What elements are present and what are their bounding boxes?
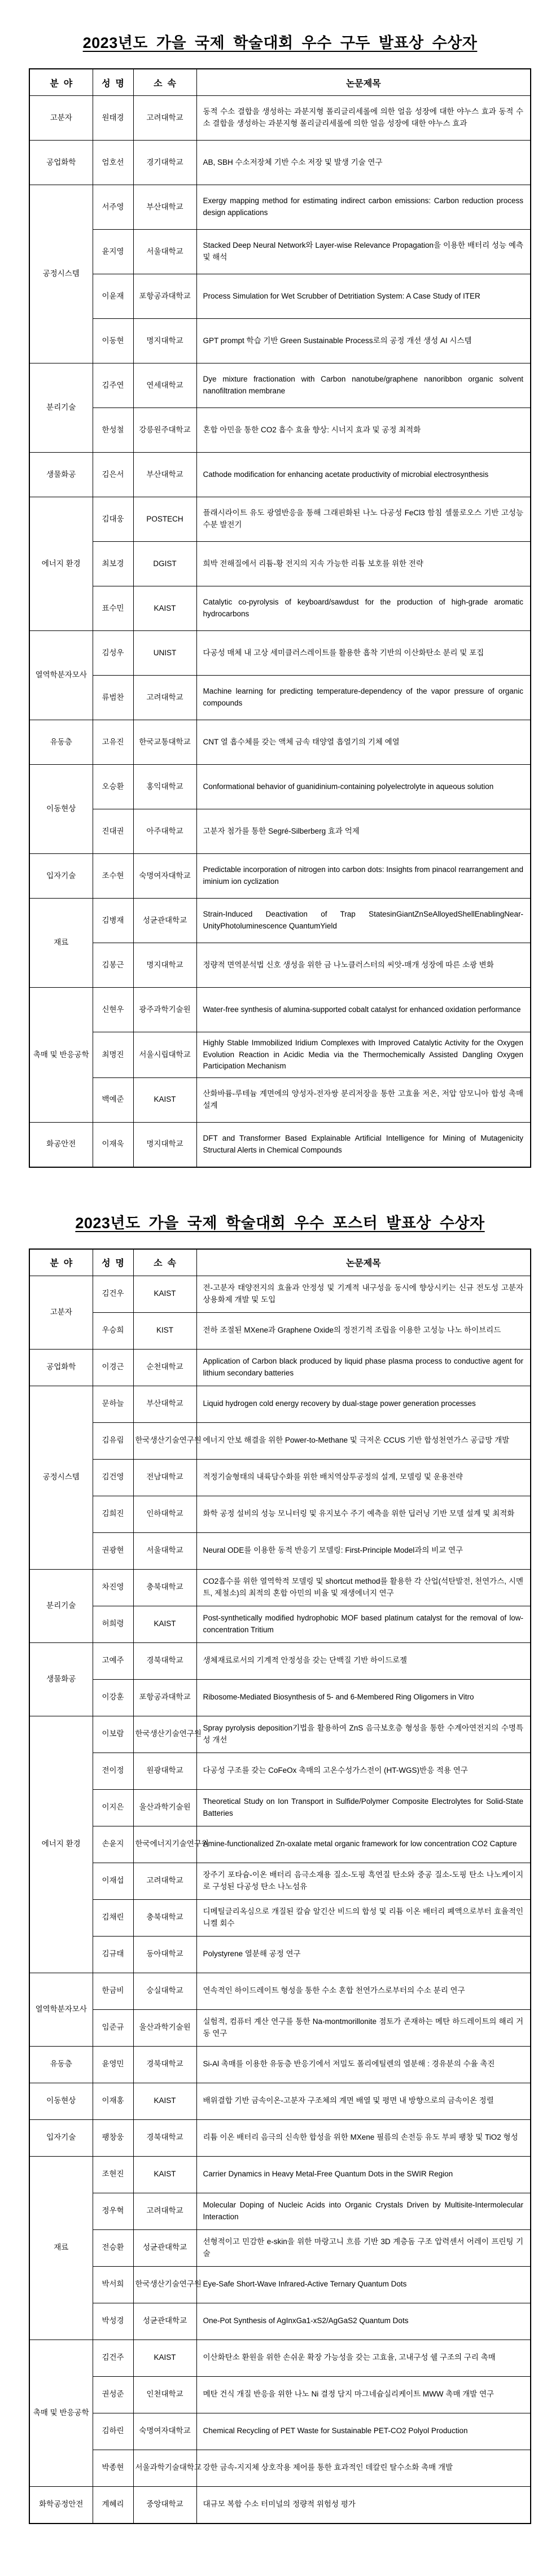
winner-name-cell: 이동현 (93, 319, 133, 363)
table-row (29, 274, 531, 319)
affiliation-cell: 숭실대학교 (133, 1973, 196, 2009)
winner-name-cell: 엄호선 (93, 141, 133, 185)
paper-title-cell: 장주기 포타슘-이온 배터리 음극소재용 질소-도핑 흑연질 탄소와 중공 질소-도핑 탄소 나노케이지로 구성된 다공성 탄소 나노섬유 (196, 1863, 531, 1899)
affiliation-cell: KAIST (133, 2156, 196, 2193)
paper-title-cell: Application of Carbon black produced by liquid phase plasma process to conductive agent for lithium secondary batteries (196, 1349, 531, 1386)
field-cell: 고분자 (29, 96, 93, 141)
winner-name-cell: 이재홍 (93, 2083, 133, 2119)
paper-title-cell: 희박 전해질에서 리튬-황 전지의 지속 가능한 리튬 보호를 위한 전략 (196, 542, 531, 586)
paper-title-cell: 적정기술형태의 내륙담수화를 위한 배치역삼투공정의 설계, 모델링 및 운용전략 (196, 1459, 531, 1496)
paper-title-cell: 플래시라이트 유도 광열반응을 통해 그래핀화된 나노 다공성 FeCl3 함침 셀룰로오스 기반 고성능 수분 발전기 (196, 497, 531, 542)
affiliation-cell: 서울시립대학교 (133, 1032, 196, 1078)
paper-title-cell: 화학 공정 설비의 성능 모니터링 및 유지보수 주기 예측을 위한 딥러닝 기반 모델 설계 및 최적화 (196, 1496, 531, 1532)
column-header-name: 성 명 (93, 69, 133, 96)
field-cell: 에너지 환경 (29, 1716, 93, 1973)
table-row (29, 631, 531, 676)
paper-title-cell: Post-synthetically modified hydrophobic MOF based platinum catalyst for the removal of low-concentration Tritium (196, 1606, 531, 1642)
table-row (29, 988, 531, 1032)
paper-title-cell: Stacked Deep Neural Network와 Layer-wise Relevance Propagation을 이용한 배터리 성능 예측 및 해석 (196, 230, 531, 274)
affiliation-cell: 한국에너지기술연구원 (133, 1826, 196, 1863)
field-cell: 열역학분자모사 (29, 1973, 93, 2046)
affiliation-cell: KAIST (133, 2083, 196, 2119)
table-row (29, 497, 531, 542)
affiliation-cell: KAIST (133, 1276, 196, 1312)
winner-name-cell: 박서희 (93, 2266, 133, 2303)
paper-title-cell: Conformational behavior of guanidinium-containing polyelectrolyte in aqueous solution (196, 765, 531, 809)
winner-name-cell: 김규태 (93, 1936, 133, 1973)
affiliation-cell: KAIST (133, 586, 196, 631)
header-row (29, 1249, 531, 1276)
winner-name-cell: 이경근 (93, 1349, 133, 1386)
table-row (29, 1642, 531, 1679)
winner-name-cell: 오승환 (93, 765, 133, 809)
affiliation-cell: 포항공과대학교 (133, 274, 196, 319)
affiliation-cell: 서울대학교 (133, 230, 196, 274)
affiliation-cell: 숙명여자대학교 (133, 854, 196, 899)
field-cell: 열역학분자모사 (29, 631, 93, 720)
table-row (29, 2083, 531, 2119)
affiliation-cell: 전남대학교 (133, 1459, 196, 1496)
winner-name-cell: 이재섭 (93, 1863, 133, 1899)
winner-name-cell: 서주영 (93, 185, 133, 230)
paper-title-cell: Neural ODE를 이용한 동적 반응기 모델링: First-Principle Model과의 비교 연구 (196, 1532, 531, 1569)
table-row (29, 2450, 531, 2486)
paper-title-cell: Carrier Dynamics in Heavy Metal-Free Quantum Dots in the SWIR Region (196, 2156, 531, 2193)
affiliation-cell: 고려대학교 (133, 96, 196, 141)
table-row (29, 899, 531, 943)
table-row (29, 1753, 531, 1789)
paper-title-cell: Spray pyrolysis deposition기법을 활용하여 ZnS 음극보호층 형성을 통한 수계아연전지의 수명특성 개선 (196, 1716, 531, 1753)
field-cell: 촉매 및 반응공학 (29, 988, 93, 1123)
paper-title-cell: 디메틸글리옥심으로 개질된 칼슘 알긴산 비드의 합성 및 리튬 이온 배터리 폐액으로부터 효율적인 니켈 회수 (196, 1899, 531, 1936)
affiliation-cell: 인천대학교 (133, 2376, 196, 2413)
affiliation-cell: 강릉원주대학교 (133, 408, 196, 453)
affiliation-cell: POSTECH (133, 497, 196, 542)
column-header-affiliation: 소 속 (133, 1249, 196, 1276)
affiliation-cell: 순천대학교 (133, 1349, 196, 1386)
winner-name-cell: 김희진 (93, 1496, 133, 1532)
field-cell: 촉매 및 반응공학 (29, 2340, 93, 2486)
paper-title-cell: Molecular Doping of Nucleic Acids into Organic Crystals Driven by Multisite-Intermolecular Interaction (196, 2193, 531, 2229)
paper-title-cell: DFT and Transformer Based Explainable Artificial Intelligence for Mining of Mutagenicity Structural Alerts in Chemical Compounds (196, 1122, 531, 1167)
paper-title-cell: Predictable incorporation of nitrogen into carbon dots: Insights from pinacol rearrangement and iminium ion cyclization (196, 854, 531, 899)
table-row (29, 765, 531, 809)
oral-award-section (0, 0, 560, 1168)
winner-name-cell: 전승환 (93, 2229, 133, 2266)
paper-title-cell: 배위결합 기반 금속이온-고분자 구조체의 계면 배열 및 평면 내 방향으로의 금속이온 정렬 (196, 2083, 531, 2119)
table-row (29, 2229, 531, 2266)
table-row (29, 319, 531, 363)
table-row (29, 1716, 531, 1753)
paper-title-cell: Strain-Induced Deactivation of Trap StatesinGiantZnSeAlloyedShellEnablingNear-UnityPhotoluminescence QuantumYield (196, 899, 531, 943)
table-row (29, 2340, 531, 2376)
affiliation-cell: 고려대학교 (133, 2193, 196, 2229)
paper-title-cell: 이산화탄소 환원을 위한 손쉬운 확장 가능성을 갖는 고효율, 고내구성 쉘 구조의 구리 촉매 (196, 2340, 531, 2376)
field-cell: 화학공정안전 (29, 2486, 93, 2524)
paper-title-cell: 메탄 건식 개질 반응을 위한 나노 Ni 결정 담지 마그네슘실리케이트 MWW 촉매 개발 연구 (196, 2376, 531, 2413)
paper-title-cell: CNT 열 흡수체를 갖는 액체 금속 태양열 흡열기의 기체 예열 (196, 720, 531, 765)
paper-title-cell: Polystyrene 열분해 공정 연구 (196, 1936, 531, 1973)
winner-name-cell: 문하늘 (93, 1386, 133, 1422)
paper-title-cell: 강한 금속-지지체 상호작용 제어를 통한 효과적인 데칼린 탈수소화 촉매 개발 (196, 2450, 531, 2486)
table-row (29, 2266, 531, 2303)
paper-title-cell: Catalytic co-pyrolysis of keyboard/sawdust for the production of high-grade aromatic hydrocarbons (196, 586, 531, 631)
affiliation-cell: 명지대학교 (133, 1122, 196, 1167)
table-row (29, 2119, 531, 2156)
paper-title-cell: GPT prompt 학습 기반 Green Sustainable Process로의 공정 개선 생성 AI 시스템 (196, 319, 531, 363)
affiliation-cell: 포항공과대학교 (133, 1679, 196, 1716)
table-row (29, 1032, 531, 1078)
winner-name-cell: 차진영 (93, 1569, 133, 1606)
table-row (29, 2303, 531, 2340)
affiliation-cell: 한국교통대학교 (133, 720, 196, 765)
column-header-field: 분 야 (29, 1249, 93, 1276)
table-row (29, 2156, 531, 2193)
affiliation-cell: KAIST (133, 2340, 196, 2376)
winner-name-cell: 권광현 (93, 1532, 133, 1569)
winner-name-cell: 김건주 (93, 2340, 133, 2376)
affiliation-cell: KAIST (133, 1606, 196, 1642)
table-row (29, 720, 531, 765)
column-header-affiliation: 소 속 (133, 69, 196, 96)
winner-name-cell: 김건우 (93, 1276, 133, 1312)
header-row (29, 69, 531, 96)
field-cell: 공정시스템 (29, 185, 93, 363)
winner-name-cell: 고예주 (93, 1642, 133, 1679)
affiliation-cell: 명지대학교 (133, 943, 196, 988)
affiliation-cell: 경북대학교 (133, 2119, 196, 2156)
winner-name-cell: 윤지영 (93, 230, 133, 274)
affiliation-cell: 성균관대학교 (133, 899, 196, 943)
paper-title-cell: 고분자 첨가를 통한 Segré-Silberberg 효과 억제 (196, 809, 531, 854)
winner-name-cell: 한성철 (93, 408, 133, 453)
table-row (29, 1386, 531, 1422)
affiliation-cell: 충북대학교 (133, 1899, 196, 1936)
winner-name-cell: 정우혁 (93, 2193, 133, 2229)
affiliation-cell: 성균관대학교 (133, 2303, 196, 2340)
field-cell: 에너지 환경 (29, 497, 93, 631)
field-cell: 분리기술 (29, 1569, 93, 1642)
paper-title-cell: 선형적이고 민감한 e-skin을 위한 마랑고니 흐름 기반 3D 계층돔 구조 압력센서 어레이 프린팅 기술 (196, 2229, 531, 2266)
paper-title-cell: 동적 수소 결합을 생성하는 과분지형 폴리글리세롤에 의한 얼음 성장에 대한 야누스 효과 동적 수소 결합을 생성하는 과분지형 폴리글리세롤에 의한 얼음 성장에 대한 야누스 효과 (196, 96, 531, 141)
table-row (29, 141, 531, 185)
table-row (29, 1606, 531, 1642)
table-row (29, 1936, 531, 1973)
affiliation-cell: 인하대학교 (133, 1496, 196, 1532)
field-cell: 입자기술 (29, 2119, 93, 2156)
affiliation-cell: KAIST (133, 1077, 196, 1122)
table-row (29, 1276, 531, 1312)
table-row (29, 943, 531, 988)
table-row (29, 1422, 531, 1459)
paper-title-cell: 생체재료로서의 기계적 안정성을 갖는 단백질 기반 하이드로젤 (196, 1642, 531, 1679)
winner-name-cell: 조수현 (93, 854, 133, 899)
table-row (29, 185, 531, 230)
field-cell: 공업화학 (29, 1349, 93, 1386)
winner-name-cell: 백예준 (93, 1077, 133, 1122)
winner-name-cell: 권성준 (93, 2376, 133, 2413)
affiliation-cell: 고려대학교 (133, 1863, 196, 1899)
winner-name-cell: 팽창웅 (93, 2119, 133, 2156)
affiliation-cell: 경북대학교 (133, 2046, 196, 2083)
affiliation-cell: 충북대학교 (133, 1569, 196, 1606)
affiliation-cell: 원광대학교 (133, 1753, 196, 1789)
table-row (29, 2193, 531, 2229)
field-cell: 유동층 (29, 720, 93, 765)
table-row (29, 96, 531, 141)
paper-title-cell: Chemical Recycling of PET Waste for Sustainable PET-CO2 Polyol Production (196, 2413, 531, 2450)
paper-title-cell: One-Pot Synthesis of AgInxGa1-xS2/AgGaS2 Quantum Dots (196, 2303, 531, 2340)
poster-award-table (29, 1248, 531, 2524)
table-row (29, 363, 531, 408)
paper-title-cell: 혼합 아민을 통한 CO2 흡수 효율 향상: 시너지 효과 및 공정 최적화 (196, 408, 531, 453)
paper-title-cell: 다공성 매체 내 고상 세미클러스레이트를 활용한 흡착 기반의 이산화탄소 분리 및 포집 (196, 631, 531, 676)
paper-title-cell: Exergy mapping method for estimating indirect carbon emissions: Carbon reduction process design applications (196, 185, 531, 230)
field-cell: 유동층 (29, 2046, 93, 2083)
field-cell: 고분자 (29, 1276, 93, 1349)
column-header-name: 성 명 (93, 1249, 133, 1276)
field-cell: 생물화공 (29, 453, 93, 497)
field-cell: 이동현상 (29, 2083, 93, 2119)
paper-title-cell: Process Simulation for Wet Scrubber of Detritiation System: A Case Study of ITER (196, 274, 531, 319)
paper-title-cell: Ribosome-Mediated Biosynthesis of 5- and 6-Membered Ring Oligomers in Vitro (196, 1679, 531, 1716)
table-row (29, 408, 531, 453)
table-row (29, 1122, 531, 1167)
paper-title-cell: 다공성 구조를 갖는 CoFeOx 촉매의 고온수성가스전이 (HT-WGS)반응 적용 연구 (196, 1753, 531, 1789)
affiliation-cell: 서울대학교 (133, 1532, 196, 1569)
table-row (29, 586, 531, 631)
winner-name-cell: 이보람 (93, 1716, 133, 1753)
winner-name-cell: 김병재 (93, 899, 133, 943)
paper-title-cell: 연속적인 하이드레이트 형성을 통한 수소 혼합 천연가스로부터의 수소 분리 연구 (196, 1973, 531, 2009)
table-row (29, 809, 531, 854)
winner-name-cell: 이강훈 (93, 1679, 133, 1716)
poster-award-section (0, 1168, 560, 2524)
paper-title-cell: Theoretical Study on Ion Transport in Sulfide/Polymer Composite Electrolytes for Solid-State Batteries (196, 1789, 531, 1826)
winner-name-cell: 이재욱 (93, 1122, 133, 1167)
winner-name-cell: 김은서 (93, 453, 133, 497)
paper-title-cell: CO2흡수를 위한 열역학적 모델링 및 shortcut method를 활용한 각 산업(석탄발전, 천연가스, 시멘트, 제철소)의 최적의 혼합 아민의 비율 및 재생에너지 연구 (196, 1569, 531, 1606)
paper-title-cell: Cathode modification for enhancing acetate productivity of microbial electrosynthesis (196, 453, 531, 497)
winner-name-cell: 김봉근 (93, 943, 133, 988)
winner-name-cell: 김주연 (93, 363, 133, 408)
table-row (29, 1077, 531, 1122)
affiliation-cell: 홍익대학교 (133, 765, 196, 809)
affiliation-cell: 경북대학교 (133, 1642, 196, 1679)
winner-name-cell: 진대권 (93, 809, 133, 854)
affiliation-cell: 성균관대학교 (133, 2229, 196, 2266)
table-row (29, 1679, 531, 1716)
field-cell: 생물화공 (29, 1642, 93, 1716)
column-header-paper-title: 논문제목 (196, 69, 531, 96)
table-row (29, 1899, 531, 1936)
table-row (29, 1496, 531, 1532)
field-cell: 재료 (29, 2156, 93, 2340)
table-row (29, 854, 531, 899)
affiliation-cell: 동아대학교 (133, 1936, 196, 1973)
table-row (29, 2376, 531, 2413)
winner-name-cell: 김유림 (93, 1422, 133, 1459)
paper-title-cell: 정량적 면역분석법 신호 생성을 위한 금 나노클러스터의 씨앗-매개 성장에 따른 소광 변화 (196, 943, 531, 988)
affiliation-cell: 울산과학기술원 (133, 1789, 196, 1826)
winner-name-cell: 김성우 (93, 631, 133, 676)
affiliation-cell: 숙명여자대학교 (133, 2413, 196, 2450)
affiliation-cell: 서울과학기술대학교 (133, 2450, 196, 2486)
winner-name-cell: 김채린 (93, 1899, 133, 1936)
table-row (29, 1569, 531, 1606)
affiliation-cell: 부산대학교 (133, 453, 196, 497)
winner-name-cell: 최보경 (93, 542, 133, 586)
affiliation-cell: 명지대학교 (133, 319, 196, 363)
column-header-field: 분 야 (29, 69, 93, 96)
field-cell: 공정시스템 (29, 1386, 93, 1569)
winner-name-cell: 우승희 (93, 1312, 133, 1349)
affiliation-cell: 울산과학기술원 (133, 2009, 196, 2046)
winner-name-cell: 계혜리 (93, 2486, 133, 2524)
table-row (29, 2009, 531, 2046)
field-cell: 분리기술 (29, 363, 93, 453)
column-header-paper-title: 논문제목 (196, 1249, 531, 1276)
table-row (29, 453, 531, 497)
affiliation-cell: 고려대학교 (133, 676, 196, 720)
affiliation-cell: 경기대학교 (133, 141, 196, 185)
paper-title-cell: Eye-Safe Short-Wave Infrared-Active Ternary Quantum Dots (196, 2266, 531, 2303)
table-row (29, 1532, 531, 1569)
affiliation-cell: 한국생산기술연구원 (133, 1422, 196, 1459)
field-cell: 공업화학 (29, 141, 93, 185)
paper-title-cell: 전하 조절된 MXene과 Graphene Oxide의 정전기적 조립을 이용한 고성능 나노 하이브리드 (196, 1312, 531, 1349)
bottom-whitespace (0, 2524, 560, 2576)
winner-name-cell: 김건영 (93, 1459, 133, 1496)
winner-name-cell: 박종현 (93, 2450, 133, 2486)
winner-name-cell: 조현진 (93, 2156, 133, 2193)
table-row (29, 2413, 531, 2450)
field-cell: 이동현상 (29, 765, 93, 854)
table-row (29, 1826, 531, 1863)
paper-title-cell: Water-free synthesis of alumina-supported cobalt catalyst for enhanced oxidation performance (196, 988, 531, 1032)
table-row (29, 542, 531, 586)
winner-name-cell: 전이정 (93, 1753, 133, 1789)
winner-name-cell: 최명진 (93, 1032, 133, 1078)
affiliation-cell: 광주과학기술원 (133, 988, 196, 1032)
table-row (29, 1863, 531, 1899)
winner-name-cell: 허희령 (93, 1606, 133, 1642)
table-row (29, 1973, 531, 2009)
paper-title-cell: Machine learning for predicting temperature-dependency of the vapor pressure of organic compounds (196, 676, 531, 720)
field-cell: 재료 (29, 899, 93, 988)
table-row (29, 2046, 531, 2083)
poster-award-title: 2023년도 가을 국제 학술대회 우수 포스터 발표상 수상자 (75, 1214, 485, 1232)
paper-title-cell: Liquid hydrogen cold energy recovery by dual-stage power generation processes (196, 1386, 531, 1422)
table-row (29, 1459, 531, 1496)
paper-title-cell: 리튬 이온 배터리 음극의 신속한 합성을 위한 MXene 필름의 손전등 유도 부피 팽창 및 TiO2 형성 (196, 2119, 531, 2156)
paper-title-cell: AB, SBH 수소저장체 기반 수소 저장 및 발생 기술 연구 (196, 141, 531, 185)
winner-name-cell: 한금비 (93, 1973, 133, 2009)
winner-name-cell: 김하린 (93, 2413, 133, 2450)
winner-name-cell: 박성경 (93, 2303, 133, 2340)
oral-award-table (29, 68, 531, 1168)
paper-title-cell: Highly Stable Immobilized Iridium Complexes with Improved Catalytic Activity for the Oxygen Evolution Reaction in Acidic Media via the Thermochemically Assisted Dangling Oxygen Participation Mechanism (196, 1032, 531, 1078)
paper-title-cell: 산화바륨-루테늄 계면에의 양성자-전자쌍 분리저장을 통한 고효율 저온, 저압 암모니아 합성 촉매 설계 (196, 1077, 531, 1122)
affiliation-cell: UNIST (133, 631, 196, 676)
affiliation-cell: 한국생산기술연구원 (133, 2266, 196, 2303)
affiliation-cell: 연세대학교 (133, 363, 196, 408)
winner-name-cell: 손윤지 (93, 1826, 133, 1863)
affiliation-cell: KIST (133, 1312, 196, 1349)
field-cell: 화공안전 (29, 1122, 93, 1167)
winner-name-cell: 이윤재 (93, 274, 133, 319)
winner-name-cell: 고유진 (93, 720, 133, 765)
table-row (29, 1349, 531, 1386)
field-cell: 입자기술 (29, 854, 93, 899)
affiliation-cell: 부산대학교 (133, 185, 196, 230)
table-row (29, 230, 531, 274)
affiliation-cell: 중앙대학교 (133, 2486, 196, 2524)
table-row (29, 1789, 531, 1826)
paper-title-cell: 에너지 안보 해결을 위한 Power-to-Methane 및 극저온 CCUS 기반 합성천연가스 공급망 개발 (196, 1422, 531, 1459)
oral-award-title: 2023년도 가을 국제 학술대회 우수 구두 발표상 수상자 (82, 34, 478, 51)
table-row (29, 1312, 531, 1349)
paper-title-cell: Dye mixture fractionation with Carbon nanotube/graphene nanoribbon organic solvent nanofiltration membrane (196, 363, 531, 408)
winner-name-cell: 윤영민 (93, 2046, 133, 2083)
winner-name-cell: 원태경 (93, 96, 133, 141)
paper-title-cell: 실험적, 컴퓨터 계산 연구를 통한 Na-montmorillonite 점토가 존재하는 메탄 하드레이트의 해리 거동 연구 (196, 2009, 531, 2046)
winner-name-cell: 류범찬 (93, 676, 133, 720)
affiliation-cell: DGIST (133, 542, 196, 586)
affiliation-cell: 부산대학교 (133, 1386, 196, 1422)
table-row (29, 676, 531, 720)
table-row (29, 2486, 531, 2524)
paper-title-cell: Si-Al 촉매를 이용한 유동층 반응기에서 저밀도 폴리에틸렌의 열분해 : 경유분의 수율 촉진 (196, 2046, 531, 2083)
winner-name-cell: 이지은 (93, 1789, 133, 1826)
winner-name-cell: 김대웅 (93, 497, 133, 542)
affiliation-cell: 한국생산기술연구원 (133, 1716, 196, 1753)
affiliation-cell: 아주대학교 (133, 809, 196, 854)
paper-title-cell: Amine-functionalized Zn-oxalate metal organic framework for low concentration CO2 Capture (196, 1826, 531, 1863)
paper-title-cell: 전-고분자 태양전지의 효율과 안정성 및 기계적 내구성을 동시에 향상시키는 신규 전도성 고분자 상용화제 개발 및 도입 (196, 1276, 531, 1312)
winner-name-cell: 표수민 (93, 586, 133, 631)
winner-name-cell: 신현우 (93, 988, 133, 1032)
winner-name-cell: 임준규 (93, 2009, 133, 2046)
paper-title-cell: 대규모 복합 수소 터미널의 정량적 위험성 평가 (196, 2486, 531, 2524)
